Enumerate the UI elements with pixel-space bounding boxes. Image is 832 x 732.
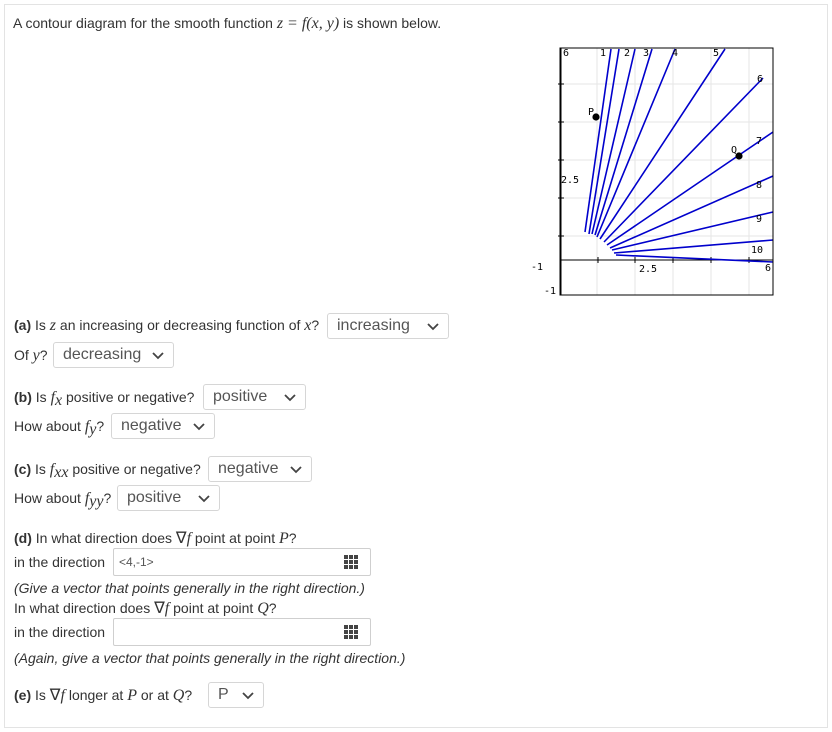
chevron-down-icon xyxy=(192,421,206,431)
contour-label: 9 xyxy=(756,214,763,225)
part-d-hint-1: (Give a vector that points generally in the right direction.) xyxy=(14,580,365,596)
part-a-y-select[interactable] xyxy=(53,342,174,368)
part-e-value: P xyxy=(218,686,229,703)
part-d-question-q: In what direction does ∇f point at point Q? xyxy=(14,600,277,617)
chevron-down-icon xyxy=(241,690,255,700)
contour-label: 7 xyxy=(756,136,763,147)
point-q-label: Q xyxy=(731,145,738,156)
equation-editor-icon[interactable] xyxy=(341,552,361,572)
intro-formula: z = f(x, y) xyxy=(276,15,340,32)
chevron-down-icon xyxy=(426,321,440,331)
part-a-y-value: decreasing xyxy=(63,346,142,363)
part-c-question: (c) Is $f_{xx}$ positive or negative? xyxy=(14,461,201,481)
intro-text: A contour diagram for the smooth function z = f(x, y) is shown below. xyxy=(13,15,442,32)
part-a-x-value: increasing xyxy=(337,317,410,334)
x-axis-label: 2.5 xyxy=(639,264,658,275)
part-b-fx-select[interactable] xyxy=(203,384,306,410)
x-axis-neg-label: -1 xyxy=(531,262,544,273)
part-b-fx-value: positive xyxy=(213,388,268,405)
contour-label: 2 xyxy=(624,48,631,59)
y-axis-label: 2.5 xyxy=(561,175,580,186)
part-d-direction-input-q[interactable] xyxy=(113,618,371,646)
point-p-label: P xyxy=(588,107,595,118)
contour-line xyxy=(585,49,611,232)
part-c-fxx-value: negative xyxy=(218,460,279,477)
part-d-question: (d) In what direction does ∇f point at point P? xyxy=(14,530,297,547)
equation-editor-icon[interactable] xyxy=(341,622,361,642)
contour-label: 3 xyxy=(643,48,650,59)
chevron-down-icon xyxy=(283,392,297,402)
contour-lines xyxy=(585,49,773,262)
part-b-question: (b) Is $f_x$ positive or negative? xyxy=(14,389,195,409)
part-e-select[interactable] xyxy=(208,682,264,708)
part-c-fyy-select[interactable] xyxy=(117,485,220,511)
contour-plot xyxy=(525,44,775,298)
chevron-down-icon xyxy=(151,350,165,360)
part-b-fy-value: negative xyxy=(121,417,182,434)
part-d-hint-2: (Again, give a vector that points generally in the right direction.) xyxy=(14,650,406,666)
part-c-fyy-question: How about $f_{yy}$? xyxy=(14,490,112,510)
chevron-down-icon xyxy=(289,464,303,474)
contour-label: 6 xyxy=(757,74,764,85)
part-c-fyy-value: positive xyxy=(127,489,182,506)
part-d-direction-label-2: in the direction xyxy=(14,624,106,640)
part-d-direction-input-p[interactable] xyxy=(113,548,371,576)
contour-label: 6 xyxy=(765,263,772,274)
contour-label: 5 xyxy=(713,48,720,59)
part-d-input-p-value: <4,-1> xyxy=(119,555,154,569)
part-b-fy-question: How about $f_y$? xyxy=(14,418,105,438)
contour-label: 10 xyxy=(751,245,764,256)
contour-label: 8 xyxy=(756,180,763,191)
y-axis-neg-label: -1 xyxy=(544,286,557,297)
contour-label: 1 xyxy=(600,48,607,59)
part-a-x-select[interactable] xyxy=(327,313,449,339)
part-a-question: (a) Is z an increasing or decreasing function of x? xyxy=(14,317,320,334)
contour-line xyxy=(607,132,773,245)
part-a-y-question: Of y? xyxy=(14,347,48,364)
chevron-down-icon xyxy=(197,493,211,503)
part-e-question: (e) Is ∇f longer at P or at Q? xyxy=(14,687,193,704)
part-c-fxx-select[interactable] xyxy=(208,456,312,482)
part-d-direction-label-1: in the direction xyxy=(14,554,106,570)
contour-label: 4 xyxy=(672,48,679,59)
part-b-fy-select[interactable] xyxy=(111,413,215,439)
contour-label: 6 xyxy=(563,48,570,59)
